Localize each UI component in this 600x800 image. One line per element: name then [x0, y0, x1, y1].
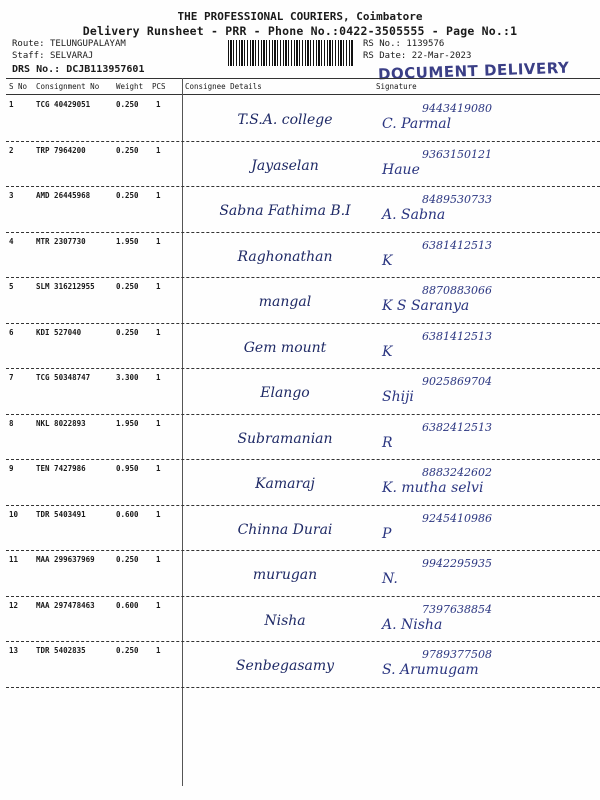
row-weight: 0.250 — [116, 327, 139, 337]
row-pcs: 1 — [156, 236, 161, 246]
row-sno: 4 — [9, 236, 14, 246]
row-signature — [378, 512, 600, 550]
row-weight: 0.250 — [116, 145, 139, 155]
drs-label: DRS No.: — [12, 64, 61, 75]
row-consignment-no: MAA 299637969 — [36, 555, 95, 564]
row-signature — [378, 375, 600, 413]
table-row — [0, 278, 600, 323]
signature-phone: 9789377508 — [422, 648, 492, 661]
row-signature — [378, 421, 600, 459]
row-consignee: Elango — [260, 385, 310, 401]
route-label: Route: — [12, 39, 45, 49]
signature-name: K S Saranya — [382, 298, 470, 314]
signature-phone: 8489530733 — [422, 193, 492, 206]
table-row — [0, 642, 600, 687]
row-signature — [378, 330, 600, 368]
row-pcs: 1 — [156, 282, 161, 291]
signature-name: Shiji — [382, 389, 414, 405]
signature-phone: 8870883066 — [422, 284, 492, 297]
header-bottom-rule — [6, 94, 600, 95]
runsheet-subtitle: Delivery Runsheet - PRR - Phone No.:0422-3505555 - Page No.:1 — [82, 24, 518, 38]
row-sno: 3 — [9, 191, 14, 200]
rs-no-value: 1139576 — [406, 39, 445, 49]
signature-name: C. Parmal — [382, 116, 452, 132]
row-consignee: Chinna Durai — [237, 521, 333, 538]
row-pcs: 1 — [156, 327, 161, 337]
row-consignee: Sabna Fathima B.I — [219, 203, 351, 219]
row-consignee: Nisha — [264, 612, 306, 629]
barcode — [228, 40, 354, 66]
row-pcs: 1 — [156, 555, 161, 564]
table-row — [0, 460, 600, 505]
row-consignment-no: KDI 527040 — [36, 327, 82, 337]
signature-name: S. Arumugam — [382, 662, 479, 678]
signature-phone: 6381412513 — [422, 238, 492, 252]
row-weight: 0.250 — [116, 646, 139, 655]
table-row — [0, 597, 600, 642]
signature-name: P — [382, 525, 392, 542]
row-weight: 0.250 — [116, 282, 139, 291]
row-sno: 13 — [9, 646, 19, 655]
drs-value: DCJB113957601 — [66, 64, 145, 75]
signature-name: K — [382, 343, 393, 360]
row-consignment-no: NKL 8022893 — [36, 418, 86, 428]
route-value: TELUNGUPALAYAM — [49, 39, 126, 49]
row-signature — [378, 193, 600, 231]
signature-phone: 9443419080 — [422, 102, 492, 115]
row-sno: 5 — [9, 282, 14, 291]
row-signature — [378, 648, 600, 686]
header-top-rule — [6, 78, 600, 79]
row-consignment-no: TDR 5402835 — [36, 646, 86, 655]
row-signature — [378, 466, 600, 504]
signature-phone: 9363150121 — [422, 147, 492, 161]
signature-name: A. Sabna — [382, 207, 446, 223]
row-divider — [6, 687, 600, 688]
table-row — [0, 415, 600, 460]
row-consignee: murugan — [252, 567, 318, 583]
table-row — [0, 506, 600, 551]
row-sno: 11 — [9, 555, 19, 564]
table-row — [0, 96, 600, 141]
row-sno: 7 — [9, 373, 14, 382]
row-pcs: 1 — [156, 646, 161, 655]
row-weight: 0.600 — [116, 509, 139, 519]
row-signature — [378, 239, 600, 277]
row-consignee: T.S.A. college — [237, 112, 333, 128]
table-row — [0, 233, 600, 278]
signature-phone: 6382412513 — [422, 420, 492, 434]
row-weight: 1.950 — [116, 418, 139, 428]
row-pcs: 1 — [156, 509, 161, 519]
row-consignment-no: AMD 26445968 — [36, 191, 91, 200]
row-sno: 1 — [9, 100, 14, 109]
col-head-consignee: Consignee Details — [185, 82, 262, 91]
row-sno: 2 — [9, 145, 14, 155]
row-pcs: 1 — [156, 600, 161, 610]
signature-phone: 9025869704 — [422, 375, 492, 388]
row-weight: 0.600 — [116, 600, 139, 610]
row-weight: 3.300 — [116, 373, 139, 382]
row-consignment-no: MTR 2307730 — [36, 236, 86, 246]
row-sno: 8 — [9, 418, 14, 428]
row-weight: 0.250 — [116, 191, 139, 200]
row-sno: 6 — [9, 327, 14, 337]
row-consignment-no: SLM 316212955 — [36, 282, 95, 291]
row-pcs: 1 — [156, 145, 161, 155]
signature-phone: 8883242602 — [422, 466, 492, 479]
col-head-consignment: Consignment No — [36, 82, 100, 91]
row-weight: 0.250 — [116, 100, 139, 109]
signature-name: K — [382, 252, 393, 269]
row-consignee: Senbegasamy — [235, 658, 335, 674]
row-consignment-no: TRP 7964200 — [36, 145, 86, 155]
table-row — [0, 324, 600, 369]
rs-block — [363, 38, 471, 62]
row-consignee: Kamaraj — [255, 476, 315, 492]
col-head-signature: Signature — [376, 82, 417, 91]
row-pcs: 1 — [156, 191, 161, 200]
row-signature — [378, 102, 600, 140]
row-sno: 12 — [9, 600, 19, 610]
row-signature — [378, 603, 600, 641]
table-row — [0, 551, 600, 596]
signature-name: A. Nisha — [382, 616, 443, 633]
rs-date-label: RS Date: — [363, 51, 407, 61]
row-sno: 10 — [9, 509, 19, 519]
row-consignment-no: TDR 5403491 — [36, 509, 86, 519]
staff-value: SELVARAJ — [49, 51, 94, 61]
signature-phone: 9245410986 — [422, 511, 492, 525]
signature-name: Haue — [382, 161, 420, 178]
signature-phone: 9942295935 — [422, 557, 492, 570]
col-head-weight: Weight — [116, 82, 144, 91]
runsheet-title: THE PROFESSIONAL COURIERS, Coimbatore — [177, 10, 423, 23]
row-pcs: 1 — [156, 464, 161, 473]
row-consignment-no: MAA 297478463 — [36, 600, 95, 610]
row-consignee: Raghonathan — [237, 248, 333, 265]
signature-name: N. — [382, 571, 398, 587]
row-signature — [378, 557, 600, 595]
row-sno: 9 — [9, 464, 14, 473]
row-consignment-no: TEN 7427986 — [36, 464, 86, 473]
row-consignee: Gem mount — [243, 339, 327, 356]
signature-phone: 7397638854 — [422, 602, 492, 616]
row-consignee: Jayaselan — [251, 157, 319, 174]
signature-phone: 6381412513 — [422, 329, 492, 343]
row-pcs: 1 — [156, 418, 161, 428]
document-delivery-stamp: DOCUMENT DELIVERY — [377, 58, 570, 84]
row-signature — [378, 284, 600, 322]
row-consignment-no: TCG 50348747 — [36, 373, 91, 382]
row-pcs: 1 — [156, 373, 161, 382]
rs-date-value: 22-Mar-2023 — [411, 51, 472, 61]
col-head-sno: S No — [9, 82, 28, 91]
row-pcs: 1 — [156, 100, 161, 109]
signature-name: R — [382, 434, 393, 451]
row-consignee: Subramanian — [237, 430, 333, 447]
rs-no-label: RS No.: — [363, 39, 401, 49]
row-weight: 1.950 — [116, 236, 139, 246]
col-head-pcs: PCS — [152, 82, 166, 91]
signature-name: K. mutha selvi — [382, 480, 484, 496]
table-row — [0, 187, 600, 232]
table-row — [0, 142, 600, 187]
row-weight: 0.950 — [116, 464, 139, 473]
row-signature — [378, 148, 600, 186]
row-consignee: mangal — [258, 294, 312, 310]
route-staff-block — [12, 38, 144, 76]
row-weight: 0.250 — [116, 555, 139, 564]
row-consignment-no: TCG 40429051 — [36, 100, 91, 109]
staff-label: Staff: — [12, 51, 45, 61]
table-row — [0, 369, 600, 414]
